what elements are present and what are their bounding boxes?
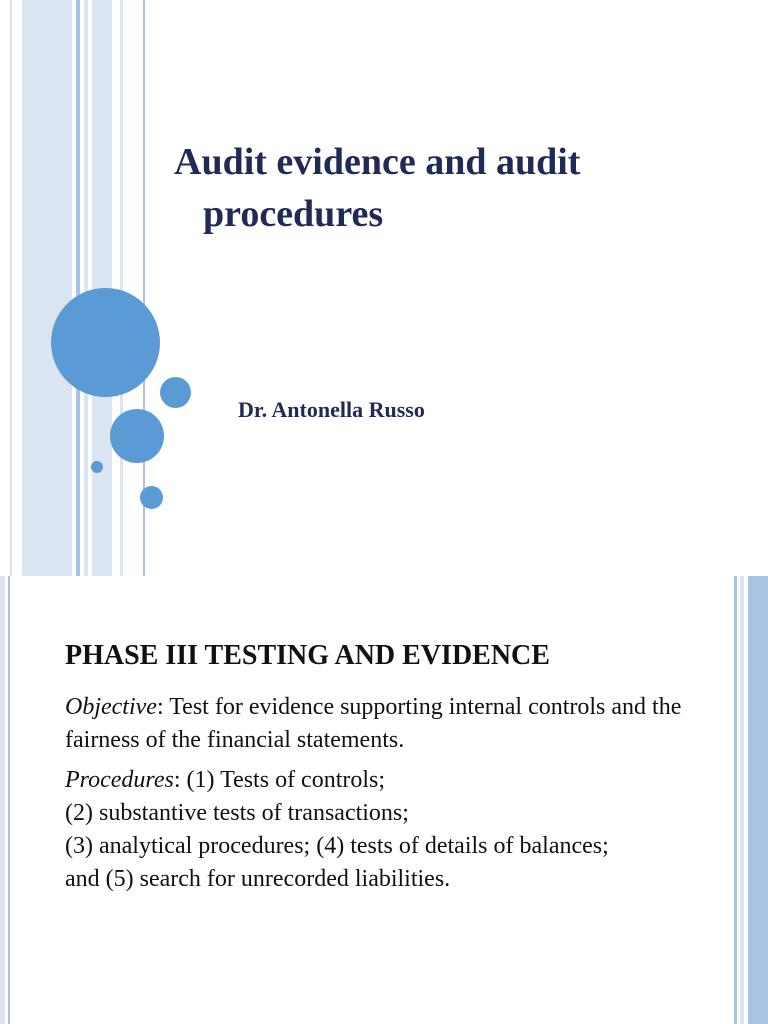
objective-paragraph [65,691,715,757]
content-slide [0,576,768,1024]
slide-heading: PHASE III TESTING AND EVIDENCE [65,640,550,671]
slide-title [174,136,714,240]
procedures-paragraph [65,764,715,896]
author-name: Dr. Antonella Russo [238,397,425,422]
procedures-line-3: (3) analytical procedures; (4) tests of details of balances; [65,833,609,859]
slide-title-line-2: procedures [203,193,384,235]
procedures-line-2: (2) substantive tests of transactions; [65,800,409,826]
procedures-line-4: and (5) search for unrecorded liabilities. [65,866,451,892]
procedures-term: Procedures [65,767,174,793]
procedures-line-1: : (1) Tests of controls; [173,767,386,793]
objective-term: Objective [65,694,157,720]
objective-text: : Test for evidence supporting internal controls and the fairness of the financial statements. [65,694,682,753]
slide-title-line-1: Audit evidence and audit [174,141,581,183]
